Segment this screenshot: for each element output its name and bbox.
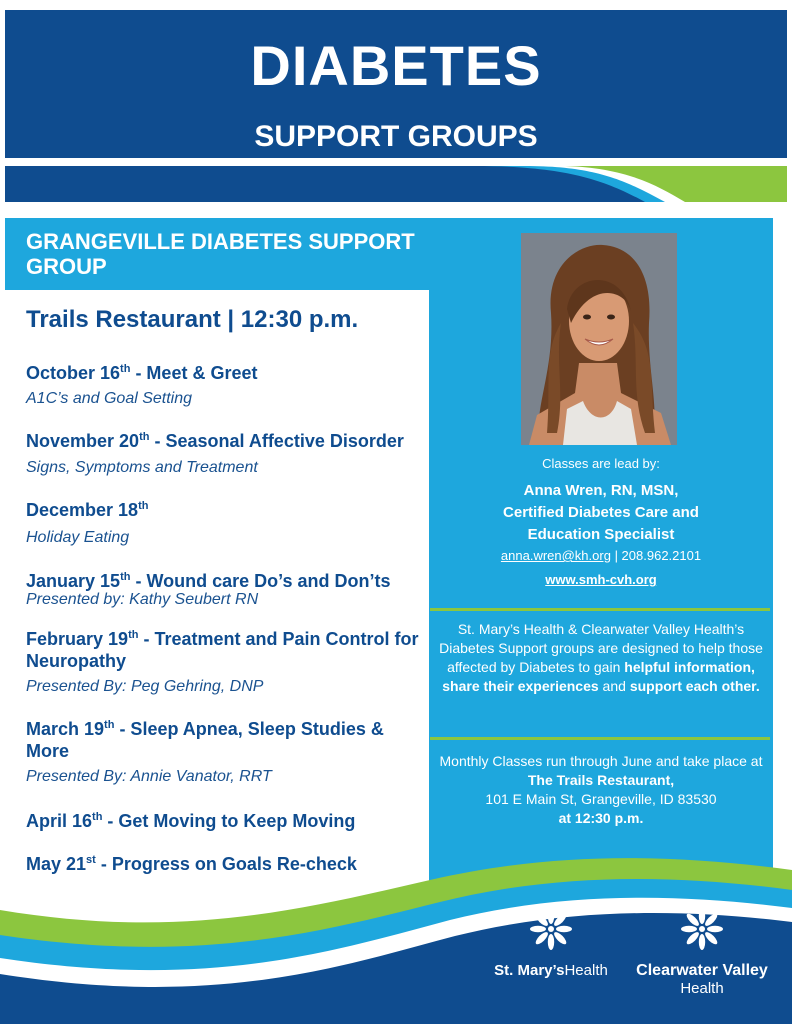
- contact-info: anna.wren@kh.org | 208.962.2101: [500, 548, 702, 563]
- about-text: St. Mary’s Health & Clearwater Valley Health’s Diabetes Support groups are designed to help those affected by Diabetes to gain helpful information, share their experiences and support each other.: [439, 621, 763, 694]
- event-subtitle: Signs, Symptoms and Treatment: [26, 459, 258, 476]
- event-subtitle: Holiday Eating: [26, 529, 130, 546]
- flower-icon: [678, 905, 726, 953]
- clearwater-valley-logo: Clearwater Valley Health: [630, 905, 774, 997]
- event-title: October 16th - Meet & Greet: [26, 363, 258, 383]
- group-title: GRANGEVILLE DIABETES SUPPORT GROUP: [26, 229, 415, 279]
- divider: [430, 608, 770, 611]
- event-title: December 18th: [26, 500, 149, 520]
- venue-time: Trails Restaurant | 12:30 p.m.: [26, 306, 359, 333]
- header-banner: [5, 10, 787, 158]
- website-link[interactable]: www.smh-cvh.org: [545, 572, 657, 587]
- page-title: DIABETES: [250, 34, 542, 97]
- event-subtitle: A1C’s and Goal Setting: [26, 390, 193, 407]
- event-subtitle: Presented By: Peg Gehring, DNP: [26, 678, 264, 695]
- event-title: April 16th - Get Moving to Keep Moving: [26, 811, 356, 831]
- event-subtitle: Presented by: Kathy Seubert RN: [26, 591, 259, 608]
- flower-icon: [527, 905, 575, 953]
- header-swoosh: [5, 160, 787, 206]
- event-title: November 20th - Seasonal Affective Disorder: [26, 431, 404, 451]
- event-subtitle: Presented By: Annie Vanator, RRT: [26, 768, 272, 785]
- divider: [430, 737, 770, 740]
- event-title: May 21st - Progress on Goals Re-check: [26, 854, 357, 874]
- monthly-text: Monthly Classes run through June and take place at The Trails Restaurant, 101 E Main St, Grangeville, ID 83530 at 12:30 p.m.: [439, 753, 763, 826]
- page-subtitle: SUPPORT GROUPS: [254, 120, 538, 153]
- instructor-photo: [521, 233, 677, 445]
- lead-label: Classes are lead by:: [542, 456, 660, 471]
- instructor-name: Anna Wren, RN, MSN, Certified Diabetes Care and Education Specialist: [503, 482, 699, 543]
- event-title: January 15th - Wound care Do’s and Don’ts: [26, 571, 391, 591]
- st-marys-logo: St. Mary’sHealth: [486, 905, 616, 979]
- event-title: February 19th - Treatment and Pain Control for Neuropathy: [26, 629, 419, 671]
- email-link[interactable]: anna.wren@kh.org: [500, 548, 611, 563]
- event-title: March 19th - Sleep Apnea, Sleep Studies & More: [26, 719, 384, 761]
